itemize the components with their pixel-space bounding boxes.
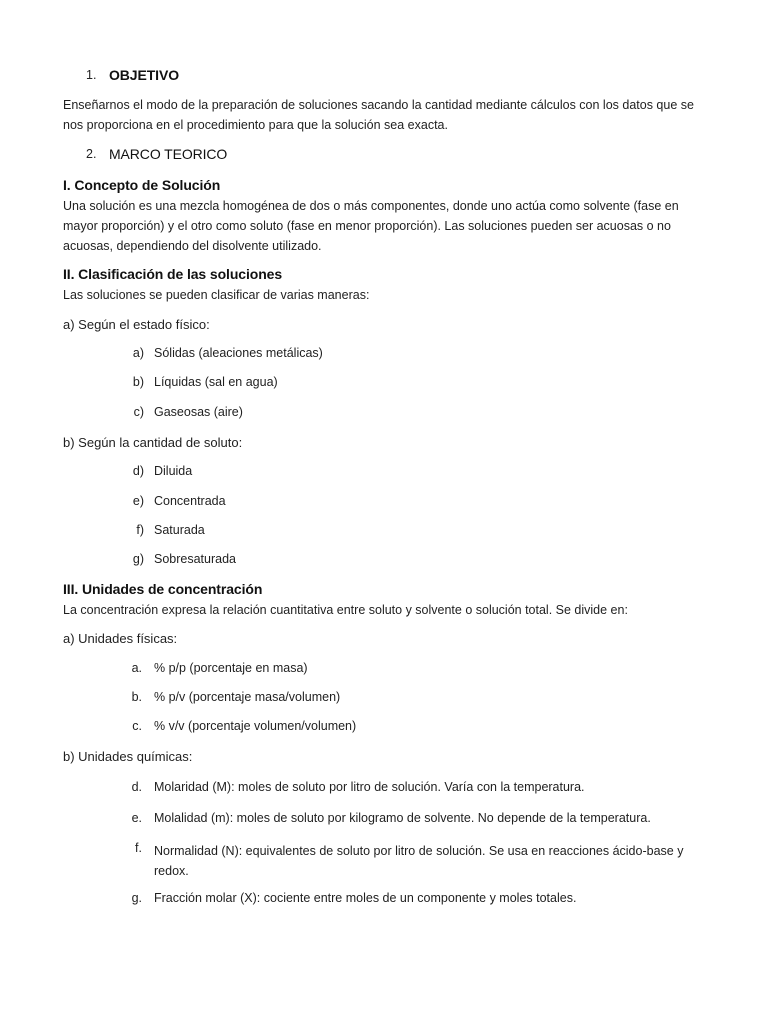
- list-item: Diluida: [154, 464, 193, 478]
- list-item-marker: f.: [135, 841, 142, 855]
- list-item-marker: b.: [131, 690, 142, 704]
- list-item-marker: f): [136, 523, 144, 537]
- subsection-title-clasificacion: II. Clasificación de las soluciones: [63, 266, 283, 282]
- group-label: a) Unidades físicas:: [63, 631, 178, 646]
- group-label: a) Según el estado físico:: [63, 317, 210, 332]
- list-item-marker: e.: [131, 811, 142, 825]
- list-item-marker: a.: [131, 661, 142, 675]
- list-item-marker: e): [132, 494, 144, 508]
- list-item: Fracción molar (X): cociente entre moles de un componente y moles totales.: [154, 891, 577, 905]
- list-item: Normalidad (N): equivalentes de soluto por litro de solución. Se usa en reacciones ácido-base y redox.: [154, 844, 684, 878]
- list-item: Sobresaturada: [154, 552, 237, 566]
- subsection-title-unidades: III. Unidades de concentración: [63, 581, 263, 597]
- list-item-marker: c): [133, 405, 144, 419]
- list-item-marker: d): [132, 464, 144, 478]
- section-title-marco-teorico: MARCO TEORICO: [109, 146, 228, 162]
- subsection-title-concepto: I. Concepto de Solución: [63, 177, 221, 193]
- list-item: Sólidas (aleaciones metálicas): [154, 346, 323, 360]
- list-item-marker: c.: [132, 719, 142, 733]
- concepto-paragraph: Una solución es una mezcla homogénea de dos o más componentes, donde uno actúa como solvente (fase en mayor proporción) y el otro como soluto (fase en menor proporción). Las soluciones pueden ser acuosas o no acuosas, dependiendo del disolvente utilizado.: [63, 199, 679, 253]
- list-item: Concentrada: [154, 494, 226, 508]
- list-item-marker: g): [132, 552, 144, 566]
- section-title-objetivo: OBJETIVO: [109, 67, 179, 83]
- objetivo-paragraph: Enseñarnos el modo de la preparación de soluciones sacando la cantidad mediante cálculos con los datos que se nos proporciona en el procedimiento para que la solución sea exacta.: [63, 98, 694, 132]
- group-label: b) Según la cantidad de soluto:: [63, 435, 243, 450]
- section-number: 2.: [86, 147, 97, 161]
- list-item-marker: b): [132, 375, 144, 389]
- list-item: % p/v (porcentaje masa/volumen): [154, 690, 341, 704]
- list-item: Gaseosas (aire): [154, 405, 243, 419]
- unidades-intro: La concentración expresa la relación cuantitativa entre soluto y solvente o solución total. Se divide en:: [63, 603, 628, 617]
- list-item: Molaridad (M): moles de soluto por litro de solución. Varía con la temperatura.: [154, 780, 585, 794]
- list-item-marker: d.: [131, 780, 142, 794]
- group-label: b) Unidades químicas:: [63, 749, 193, 764]
- list-item: Molalidad (m): moles de soluto por kilogramo de solvente. No depende de la temperatura.: [154, 811, 651, 825]
- list-item: % v/v (porcentaje volumen/volumen): [154, 719, 357, 733]
- list-item-marker: a): [132, 346, 144, 360]
- clasificacion-intro: Las soluciones se pueden clasificar de varias maneras:: [63, 288, 370, 302]
- section-number: 1.: [86, 68, 97, 82]
- list-item: % p/p (porcentaje en masa): [154, 661, 308, 675]
- list-item-marker: g.: [131, 891, 142, 905]
- list-item: Líquidas (sal en agua): [154, 375, 278, 389]
- list-item: Saturada: [154, 523, 205, 537]
